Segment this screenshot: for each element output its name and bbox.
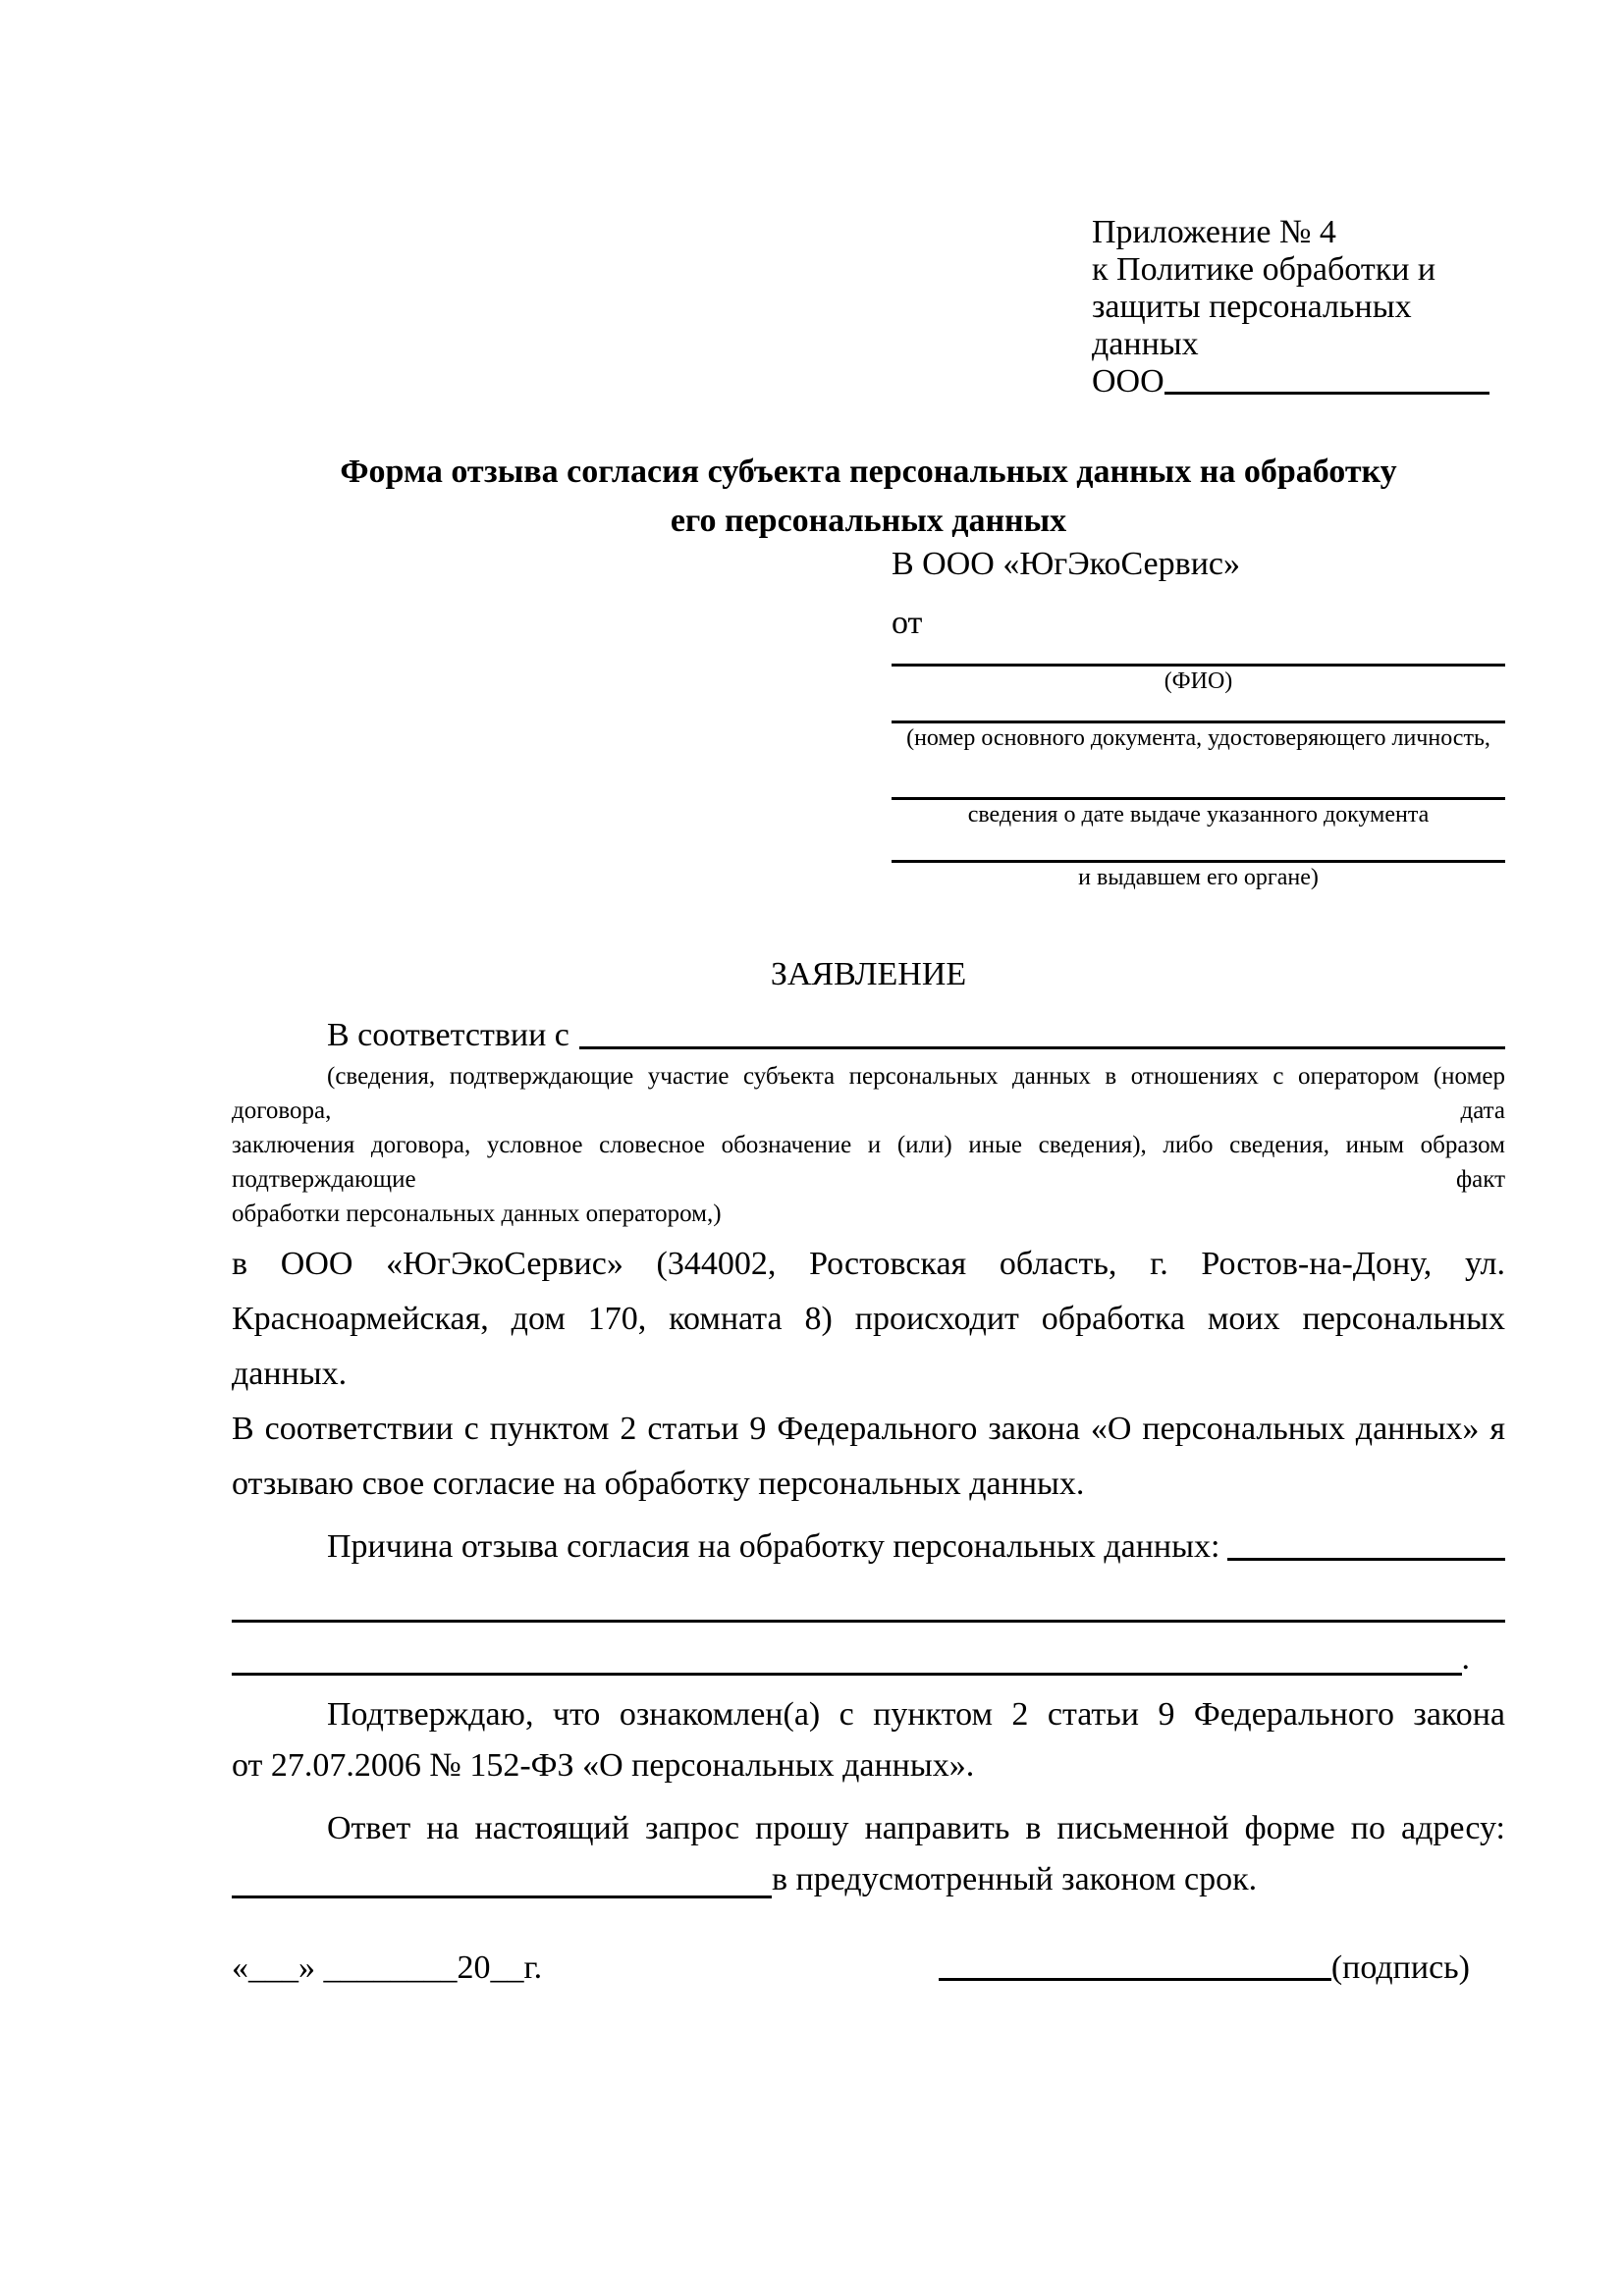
reason-terminator: .	[1461, 1640, 1470, 1677]
reason-blank-line-2-rule[interactable]	[232, 1673, 1462, 1676]
confirm-line: Подтверждаю, что ознакомлен(а) с пунктом 2 статьи 9 Федерального закона	[327, 1696, 1505, 1733]
reason-row	[232, 1527, 1505, 1567]
reason-blank[interactable]	[1227, 1558, 1505, 1561]
note-line: (сведения, подтверждающие участие субъекта персональных данных в отношениях с оператором (номер договора, дата	[232, 1063, 1505, 1124]
signature-caption: (подпись)	[1330, 1949, 1470, 1986]
note-line: заключения договора, условное словесное обозначение и (или) иные сведения), либо сведения, иным образом подтверждающие факт	[232, 1132, 1505, 1193]
form-title-line: его персональных данных	[670, 503, 1067, 539]
signature-group	[939, 1949, 1505, 1988]
issue-date-caption: сведения о дате выдаче указанного документа	[967, 802, 1430, 828]
fio-blank[interactable]	[892, 642, 1505, 667]
accordance-prefix: В соответствии с	[327, 1017, 569, 1053]
reply-suffix: в предусмотренный законом срок.	[772, 1861, 1258, 1897]
form-title	[232, 448, 1505, 546]
recipient-to: В ООО «ЮгЭкоСервис»	[892, 546, 1240, 582]
issue-authority-blank[interactable]	[892, 829, 1505, 863]
note-line: обработки персональных данных оператором,)	[232, 1201, 722, 1227]
reply-paragraph	[232, 1803, 1505, 1905]
accordance-blank[interactable]	[579, 1046, 1505, 1049]
signature-row	[232, 1949, 1505, 1988]
issue-authority-caption: и выдавшем его органе)	[1078, 865, 1319, 890]
annex-block	[1092, 214, 1489, 400]
recipient-block	[892, 546, 1505, 892]
fio-caption: (ФИО)	[1164, 668, 1233, 694]
reply-address-blank[interactable]	[232, 1896, 772, 1898]
accordance-note	[232, 1059, 1505, 1231]
doc-number-caption: (номер основного документа, удостоверяющего личность,	[906, 725, 1490, 751]
confirm-paragraph	[232, 1689, 1505, 1791]
body-line: Красноармейская, дом 170, комната 8) происходит обработка моих персональных данных.	[232, 1301, 1505, 1392]
reply-line: Ответ на настоящий запрос прошу направить в письменной форме по адресу:	[327, 1810, 1505, 1846]
signature-blank[interactable]	[939, 1978, 1331, 1981]
form-title-line: Форма отзыва согласия субъекта персональных данных на обработку	[340, 454, 1397, 490]
reason-blank-line-2[interactable]	[232, 1623, 1505, 1676]
date-blank[interactable]: «___» ________20__г.	[232, 1949, 543, 1986]
annex-company-row	[1092, 363, 1489, 400]
body-line: в ООО «ЮгЭкоСервис» (344002, Ростовская область, г. Ростов-на-Дону, ул.	[232, 1246, 1505, 1282]
doc-number-blank[interactable]	[892, 696, 1505, 723]
body-line: отзываю свое согласие на обработку персональных данных.	[232, 1466, 1085, 1502]
main-paragraph	[232, 1237, 1505, 1512]
reason-prefix: Причина отзыва согласия на обработку персональных данных:	[327, 1528, 1220, 1565]
reply-address-row	[232, 1854, 1505, 1905]
company-name-blank[interactable]	[1164, 392, 1489, 395]
recipient-from-label: от	[892, 605, 923, 641]
annex-line: защиты персональных данных	[1092, 289, 1412, 362]
annex-line: к Политике обработки и	[1092, 251, 1436, 288]
confirm-line: от 27.07.2006 № 152-ФЗ «О персональных данных».	[232, 1747, 975, 1784]
reason-blank-line-1[interactable]	[232, 1567, 1505, 1623]
accordance-row	[232, 1016, 1505, 1055]
company-prefix: ООО	[1092, 363, 1164, 400]
body-line: В соответствии с пунктом 2 статьи 9 Федерального закона «О персональных данных» я	[232, 1411, 1505, 1447]
annex-line: Приложение № 4	[1092, 214, 1336, 250]
statement-heading: ЗАЯВЛЕНИЕ	[770, 956, 967, 992]
issue-date-blank[interactable]	[892, 753, 1505, 800]
